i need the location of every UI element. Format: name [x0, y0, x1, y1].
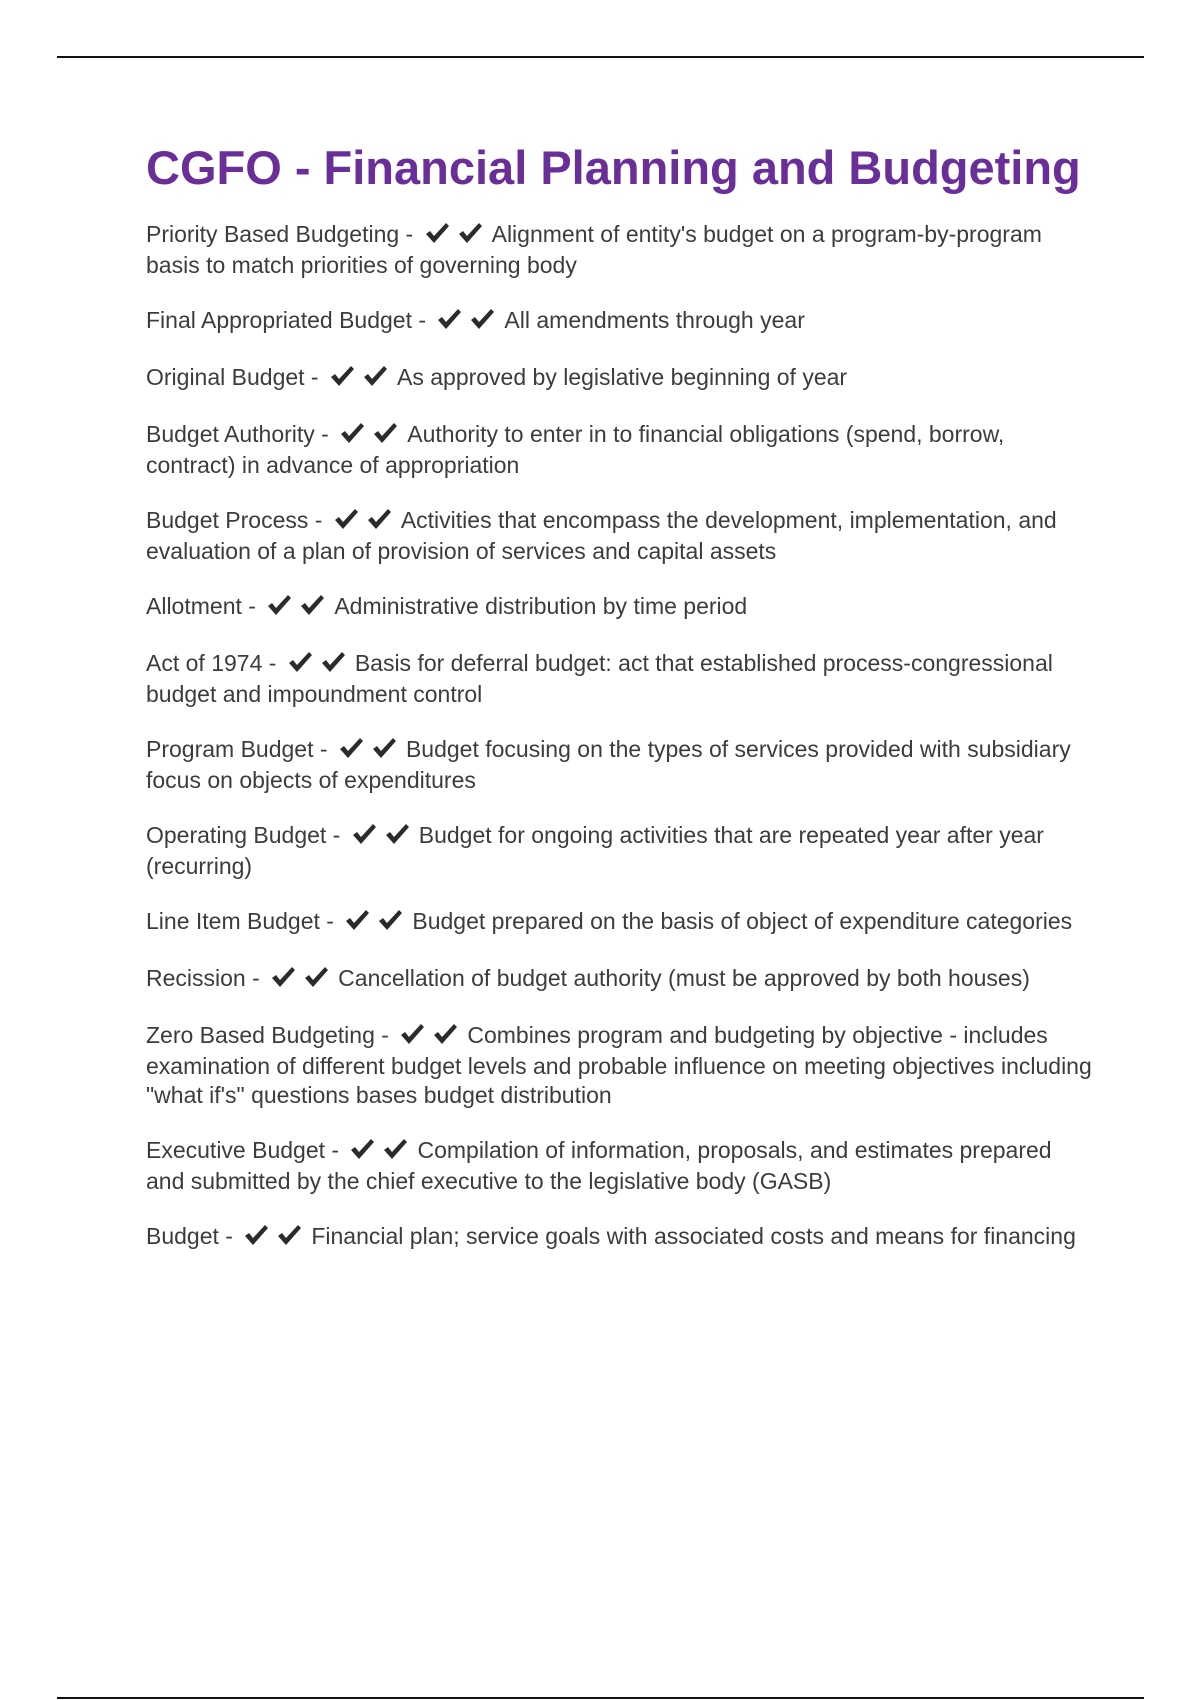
entry-separator: - — [325, 1137, 346, 1163]
entry-term: Final Appropriated Budget — [146, 307, 412, 333]
checkmark-icon — [338, 737, 365, 759]
list-item — [146, 1021, 1096, 1110]
entry-separator: - — [399, 221, 420, 247]
entry-separator: - — [245, 965, 267, 991]
entry-definition: All amendments through year — [504, 307, 805, 333]
entry-definition: Cancellation of budget authority (must be approved by both houses) — [338, 965, 1030, 991]
entry-definition: As approved by legislative beginning of year — [397, 364, 848, 390]
checkmark-icon — [270, 966, 297, 988]
list-item — [146, 506, 1096, 566]
checkmark-icon — [349, 1138, 376, 1160]
double-check-icons — [349, 1138, 415, 1167]
entry-definition: Budget prepared on the basis of object of expenditure categories — [412, 908, 1073, 934]
entry-term: Budget Process — [146, 507, 309, 533]
checkmark-icon — [362, 365, 389, 387]
entry-separator: - — [319, 908, 341, 934]
entry-definition: Basis for deferral budget: act that established process-congressional budget and impoundment control — [146, 650, 1053, 707]
entry-term: Act of 1974 — [146, 650, 263, 676]
entry-term: Allotment — [146, 593, 242, 619]
double-check-icons — [266, 594, 332, 623]
entry-definition: Combines program and budgeting by objective - includes examination of different budget levels and probable influence on meeting objectives including "what if's" questions bases budget distribution — [146, 1022, 1092, 1108]
document-body — [146, 140, 1096, 1279]
entry-definition: Compilation of information, proposals, and estimates prepared and submitted by the chief executive to the legislative body (GASB) — [146, 1137, 1052, 1194]
checkmark-icon — [399, 1023, 426, 1045]
entry-separator: - — [313, 736, 334, 762]
entry-separator: - — [308, 507, 329, 533]
checkmark-icon — [351, 823, 378, 845]
checkmark-icon — [276, 1224, 303, 1246]
entry-term: Priority Based Budgeting — [146, 221, 400, 247]
entry-term: Original Budget — [146, 364, 305, 390]
entry-separator: - — [218, 1223, 240, 1249]
double-check-icons — [270, 966, 336, 995]
entry-term: Zero Based Budgeting — [146, 1022, 375, 1048]
entry-separator: - — [314, 421, 336, 447]
list-item — [146, 420, 1096, 480]
list-item — [146, 821, 1096, 881]
entry-definition: Alignment of entity's budget on a program-by-program basis to match priorities of governing body — [146, 221, 1042, 278]
list-item — [146, 964, 1096, 995]
list-item — [146, 735, 1096, 795]
checkmark-icon — [384, 823, 411, 845]
entry-definition: Budget focusing on the types of services provided with subsidiary focus on objects of expenditures — [146, 736, 1071, 793]
page-title: CGFO - Financial Planning and Budgeting — [146, 141, 1081, 194]
checkmark-icon — [287, 651, 314, 673]
header-rule — [57, 56, 1144, 58]
checkmark-icon — [266, 594, 293, 616]
double-check-icons — [243, 1224, 309, 1253]
entry-definition: Administrative distribution by time period — [334, 593, 748, 619]
checkmark-icon — [329, 365, 356, 387]
checkmark-icon — [344, 909, 371, 931]
entry-term: Recission — [146, 965, 246, 991]
double-check-icons — [436, 308, 502, 337]
checkmark-icon — [382, 1138, 409, 1160]
entry-term: Line Item Budget — [146, 908, 320, 934]
entry-definition: Activities that encompass the development, implementation, and evaluation of a plan of provision of services and capital assets — [146, 507, 1057, 564]
double-check-icons — [329, 365, 395, 394]
list-item — [146, 592, 1096, 623]
checkmark-icon — [372, 422, 399, 444]
double-check-icons — [333, 508, 399, 537]
double-check-icons — [351, 823, 417, 852]
list-item — [146, 306, 1096, 337]
double-check-icons — [287, 651, 353, 680]
double-check-icons — [344, 909, 410, 938]
entry-separator: - — [262, 650, 283, 676]
entry-term: Budget Authority — [146, 421, 315, 447]
checkmark-icon — [366, 508, 393, 530]
entry-separator: - — [241, 593, 263, 619]
list-item — [146, 363, 1096, 394]
checkmark-icon — [371, 737, 398, 759]
double-check-icons — [399, 1023, 465, 1052]
entry-definition: Budget for ongoing activities that are repeated year after year (recurring) — [146, 822, 1044, 879]
checkmark-icon — [333, 508, 360, 530]
checkmark-icon — [303, 966, 330, 988]
checkmark-icon — [424, 222, 451, 244]
checkmark-icon — [432, 1023, 459, 1045]
double-check-icons — [338, 737, 404, 766]
list-item — [146, 1222, 1096, 1253]
entry-separator: - — [374, 1022, 396, 1048]
entry-separator: - — [326, 822, 347, 848]
entry-separator: - — [411, 307, 433, 333]
footer-rule — [57, 1697, 1144, 1699]
checkmark-icon — [339, 422, 366, 444]
double-check-icons — [339, 422, 405, 451]
list-item — [146, 649, 1096, 709]
entry-definition: Financial plan; service goals with associated costs and means for financing — [311, 1223, 1076, 1249]
list-item — [146, 220, 1096, 280]
checkmark-icon — [457, 222, 484, 244]
checkmark-icon — [377, 909, 404, 931]
list-item — [146, 907, 1096, 938]
entry-separator: - — [304, 364, 325, 390]
entry-term: Program Budget — [146, 736, 314, 762]
double-check-icons — [424, 222, 490, 251]
entry-list — [146, 220, 1096, 1253]
checkmark-icon — [469, 308, 496, 330]
entry-term: Executive Budget — [146, 1137, 326, 1163]
checkmark-icon — [320, 651, 347, 673]
entry-term: Budget — [146, 1223, 219, 1249]
entry-term: Operating Budget — [146, 822, 327, 848]
checkmark-icon — [243, 1224, 270, 1246]
checkmark-icon — [299, 594, 326, 616]
list-item — [146, 1136, 1096, 1196]
checkmark-icon — [436, 308, 463, 330]
entry-definition: Authority to enter in to financial obligations (spend, borrow, contract) in advance of appropriation — [146, 421, 1005, 478]
